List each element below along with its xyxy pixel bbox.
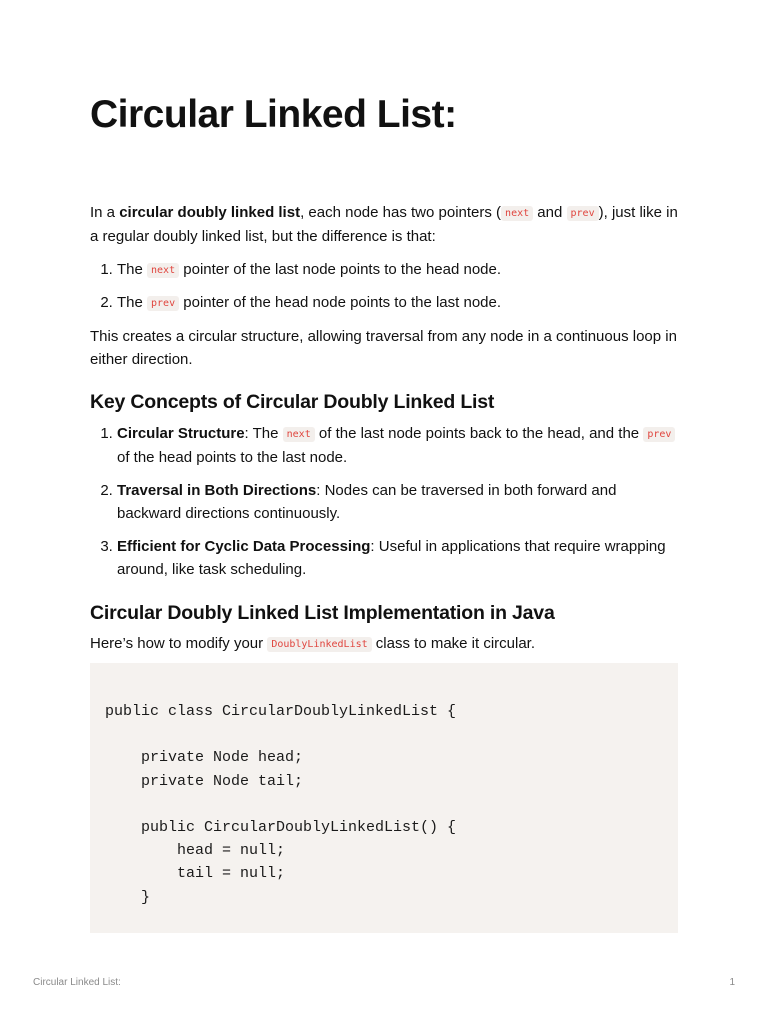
- section-heading-implementation: Circular Doubly Linked List Implementation in Java: [90, 602, 555, 624]
- intro-text: , each node has two pointers (: [300, 204, 502, 221]
- differences-list: [90, 258, 678, 315]
- code-block-content: public class CircularDoublyLinkedList { private Node head; private Node tail; public CircularDoublyLinkedList() { head = null; tail = null; }: [105, 703, 457, 906]
- list-item-text: :: [244, 425, 253, 442]
- inline-code-next: next: [283, 427, 315, 442]
- list-item-text: The: [117, 294, 148, 311]
- paragraph-text: class to make it circular.: [371, 635, 536, 652]
- list-item-text: :: [316, 482, 325, 499]
- inline-code-next: next: [147, 263, 179, 278]
- inline-code-next: next: [501, 206, 533, 221]
- list-item-text: of the last node points back to the head, and the: [314, 425, 644, 442]
- list-item-text: :: [370, 538, 379, 555]
- footer-page-number: 1: [729, 977, 735, 988]
- intro-text: In a: [90, 204, 120, 221]
- paragraph-text: Here’s how to modify your: [90, 635, 268, 652]
- inline-code-class-name: DoublyLinkedList: [267, 637, 371, 652]
- list-item-text: The: [117, 261, 148, 278]
- list-item: [117, 422, 678, 469]
- intro-text: and: [533, 204, 567, 221]
- intro-bold-term: circular doubly linked list: [119, 204, 301, 221]
- list-item: [117, 291, 678, 315]
- document-body: [90, 201, 678, 933]
- implementation-paragraph: [90, 632, 678, 656]
- section-heading-key-concepts: Key Concepts of Circular Doubly Linked List: [90, 391, 495, 413]
- list-item-text: pointer of the last node points to the head node.: [179, 261, 502, 278]
- inline-code-prev: prev: [567, 206, 599, 221]
- inline-code-prev: prev: [643, 427, 675, 442]
- intro-text: ), just like in a regular doubly linked list, but the difference is that:: [90, 204, 678, 245]
- list-item: [117, 479, 678, 525]
- code-block: [90, 663, 678, 933]
- inline-code-prev: prev: [147, 296, 179, 311]
- list-item-text: Nodes can be traversed in both forward and backward directions continuously.: [117, 482, 617, 522]
- concept-term: Traversal in Both Directions: [117, 482, 317, 499]
- key-concepts-list: [90, 422, 678, 581]
- list-item: [117, 258, 678, 282]
- concept-term: Circular Structure: [117, 425, 245, 442]
- list-item: [117, 535, 678, 581]
- summary-paragraph: This creates a circular structure, allowing traversal from any node in a continuous loop in either direction.: [90, 328, 677, 368]
- list-item-text: pointer of the head node points to the last node.: [179, 294, 502, 311]
- list-item-text: The: [252, 425, 283, 442]
- intro-paragraph: [90, 201, 678, 248]
- list-item-text: Useful in applications that require wrapping around, like task scheduling.: [117, 538, 666, 578]
- concept-term: Efficient for Cyclic Data Processing: [117, 538, 371, 555]
- page-title: Circular Linked List:: [90, 93, 457, 136]
- list-item-text: of the head points to the last node.: [117, 449, 348, 466]
- footer-title: Circular Linked List:: [33, 977, 121, 988]
